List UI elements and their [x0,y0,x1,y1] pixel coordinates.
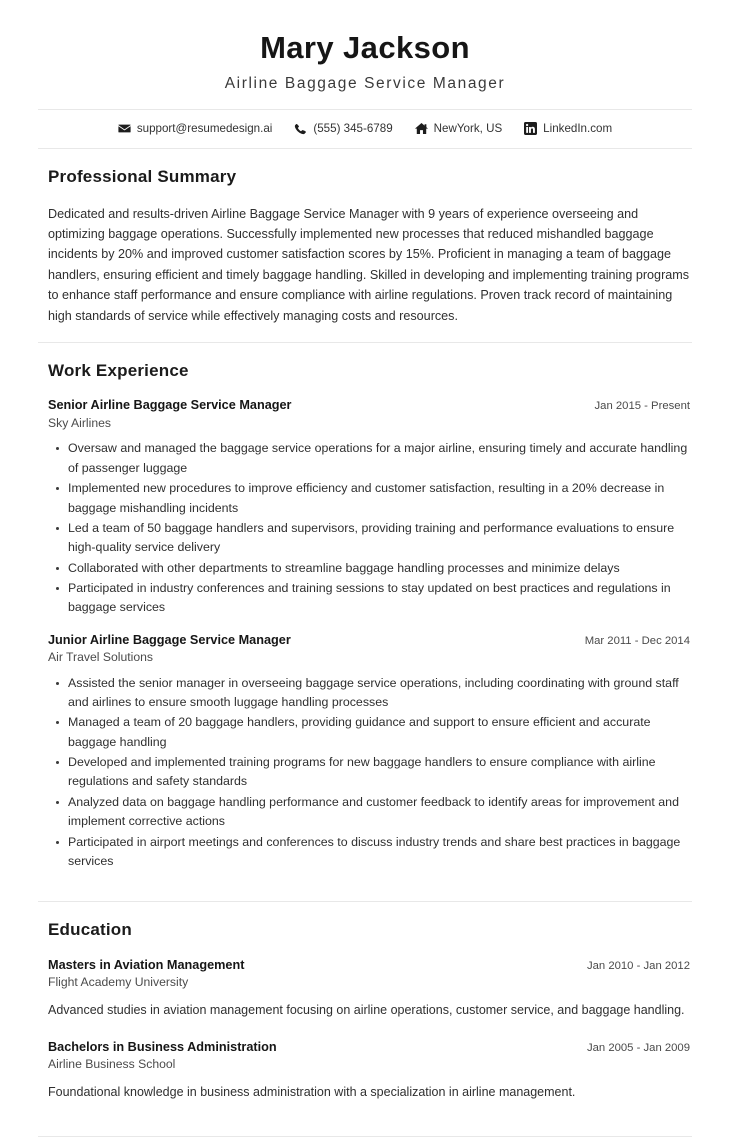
experience-entry-head [48,632,690,649]
education-entry-head [48,957,690,974]
list-item: Implemented new procedures to improve efficiency and customer satisfaction, resulting in a 20% decrease in baggage mishandling incidents [48,479,690,518]
experience-company: Air Travel Solutions [48,650,153,665]
section-title-summary: Professional Summary [48,167,237,187]
list-item: Developed and implemented training programs for new baggage handlers to ensure compliance with airline regulations and safety standards [48,753,690,792]
experience-job-title: Junior Airline Baggage Service Manager [48,632,291,647]
resume-header [0,0,730,109]
linkedin-icon [524,122,537,135]
job-title: Airline Baggage Service Manager [224,74,506,92]
section-title-experience: Work Experience [48,360,189,380]
section-professional-summary [0,149,730,342]
education-entry [48,957,690,1021]
list-item: Participated in airport meetings and conferences to discuss industry trends and share best practices in baggage services [48,833,690,872]
list-item: Assisted the senior manager in overseeing baggage service operations, including coordinating with ground staff and airlines to ensure smooth luggage handling processes [48,674,690,713]
contact-location[interactable] [415,122,503,135]
experience-entry [48,397,690,617]
page-title: Mary Jackson [260,30,470,65]
education-entry-head [48,1039,690,1056]
envelope-icon [118,122,131,135]
list-item: Analyzed data on baggage handling performance and customer feedback to identify areas for improvement and implement corrective actions [48,793,690,832]
contact-phone-label: (555) 345-6789 [313,122,393,136]
phone-icon [294,122,307,135]
education-description: Foundational knowledge in business administration with a specialization in airline management. [48,1084,576,1099]
education-degree: Masters in Aviation Management [48,957,245,972]
experience-company: Sky Airlines [48,415,111,430]
experience-date-range: Mar 2011 - Dec 2014 [584,634,690,647]
list-item: Collaborated with other departments to streamline baggage handling processes and minimize delays [48,559,690,578]
education-degree: Bachelors in Business Administration [48,1039,277,1054]
section-education [0,902,730,1136]
summary-text: Dedicated and results-driven Airline Baggage Service Manager with 9 years of experience overseeing and optimizing baggage operations. Successfully implemented new processes that reduced mishandled baggage incidents by 20% and improved customer satisfaction scores by 15%. Proficient in managing a team of baggage handlers, ensuring efficient and timely baggage handling. Skilled in developing and implementing training programs to enhance staff performance and ensure compliance with airline regulations. Proven track record of maintaining high standards of service while effectively managing costs and resources. [48,206,690,323]
education-date-range: Jan 2010 - Jan 2012 [586,959,690,972]
experience-date-range: Jan 2015 - Present [594,400,690,413]
list-item: Oversaw and managed the baggage service operations for a major airline, ensuring timely and accurate handling of passenger luggage [48,439,690,478]
list-item: Managed a team of 20 baggage handlers, providing guidance and support to ensure efficient and accurate baggage handling [48,713,690,752]
list-item: Participated in industry conferences and training sessions to stay updated on best practices and regulations in baggage services [48,579,690,618]
experience-job-title: Senior Airline Baggage Service Manager [48,398,292,413]
education-school: Flight Academy University [48,975,189,990]
education-date-range: Jan 2005 - Jan 2009 [586,1041,690,1054]
contact-email-label: support@resumedesign.ai [136,122,273,136]
list-item: Led a team of 50 baggage handlers and supervisors, providing training and performance evaluations to ensure high-quality service delivery [48,519,690,558]
section-title-education: Education [48,920,132,940]
education-description: Advanced studies in aviation management focusing on airline operations, customer service, and baggage handling. [48,1002,685,1017]
experience-entry-head [48,397,690,414]
home-icon [415,122,428,135]
education-entry [48,1039,690,1103]
contact-location-label: NewYork, US [433,122,503,136]
education-school: Airline Business School [48,1057,176,1072]
contact-linkedin-label: LinkedIn.com [543,122,613,136]
section-work-experience [0,343,730,901]
experience-bullet-list [48,674,690,871]
contact-phone[interactable] [294,122,392,135]
contact-linkedin[interactable] [524,122,612,135]
experience-bullet-list [48,439,690,617]
contact-email[interactable] [118,122,273,135]
experience-entry [48,632,690,872]
contact-bar [0,110,730,148]
